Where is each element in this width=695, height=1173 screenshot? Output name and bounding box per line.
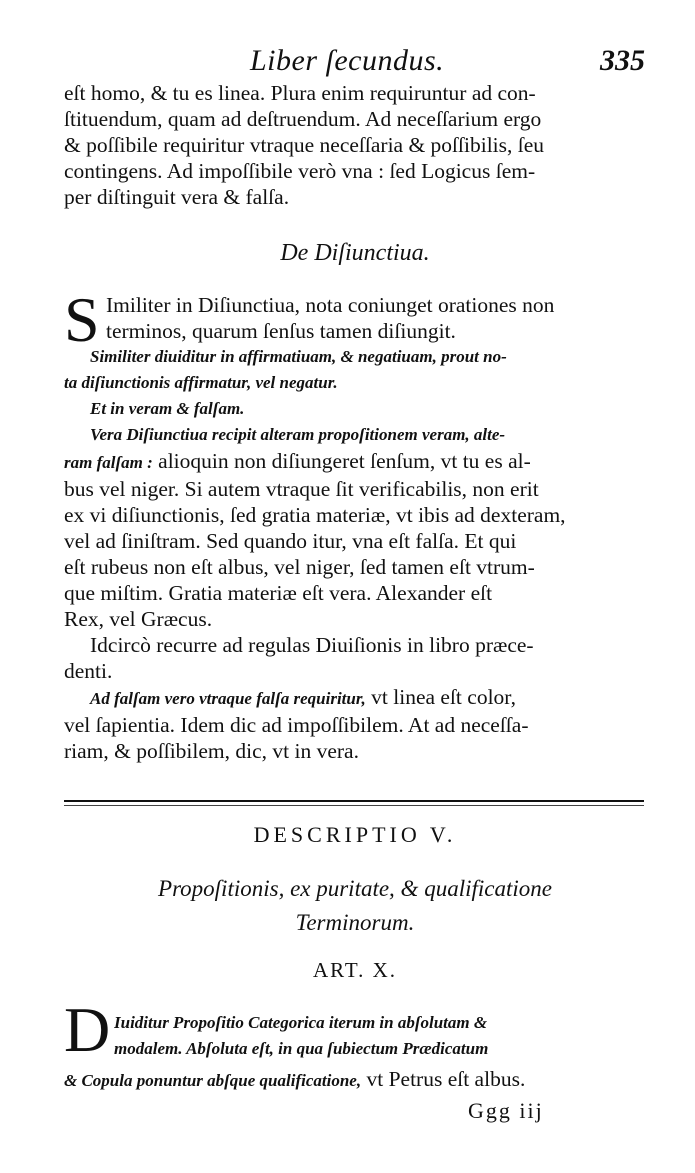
section-rule xyxy=(64,800,644,802)
text-line: ex vi diſiunctionis, ſed gratia materiæ, vt ibis ad dexteram, xyxy=(64,503,566,527)
running-head xyxy=(0,44,695,84)
roman-run: vt linea eſt color, xyxy=(365,685,516,709)
text-line: contingens. Ad impoſſibile verò vna : ſed Logicus ſem- xyxy=(64,159,536,183)
subheading-line: Terminorum. xyxy=(295,910,415,935)
text-line: & poſſibile requiritur vtraque neceſſaria & poſſibilis, ſeu xyxy=(64,133,545,157)
page-number: 335 xyxy=(600,44,645,77)
italic-run: ram falſam : xyxy=(64,453,153,472)
italic-run: & Copula ponuntur abſque qualificatione, xyxy=(64,1071,362,1090)
text-line: per diſtinguit vera & falſa. xyxy=(64,185,290,209)
mixed-line xyxy=(64,448,646,476)
italic-line: Vera Diſiunctiua recipit alteram propoſitionem veram, alte- xyxy=(90,425,506,444)
roman-run: alioquin non diſiungeret ſenſum, vt tu es al- xyxy=(152,449,531,473)
disiunctiva-first-lines xyxy=(106,292,646,344)
text-line: bus vel niger. Si autem vtraque ſit verificabilis, non erit xyxy=(64,477,539,501)
italic-line: Similiter diuiditur in affirmatiuam, & negatiuam, prout no- xyxy=(90,347,507,366)
text-line: riam, & poſſibilem, dic, vt in vera. xyxy=(64,739,359,763)
text-line: Rex, vel Græcus. xyxy=(64,607,213,631)
text-line: ſtituendum, quam ad deſtruendum. Ad neceſſarium ergo xyxy=(64,107,542,131)
running-head-title: Liber ſecundus. xyxy=(250,44,445,77)
drop-cap: S xyxy=(64,284,100,355)
mixed-line xyxy=(64,684,646,712)
top-paragraph xyxy=(64,80,646,210)
section-rule-thin xyxy=(64,805,644,806)
text-line: vel ad ſiniſtram. Sed quando itur, vna eſt falſa. Et qui xyxy=(64,529,517,553)
text-line: vel ſapientia. Idem dic ad impoſſibilem. At ad neceſſa- xyxy=(64,713,529,737)
text-line: eſt homo, & tu es linea. Plura enim requiruntur ad con- xyxy=(64,81,536,105)
article-text-bottom xyxy=(64,1066,646,1094)
text-line: denti. xyxy=(64,659,113,683)
article-heading: ART. X. xyxy=(312,958,398,982)
italic-line: ta diſiunctionis affirmatur, vel negatur. xyxy=(64,373,338,392)
descriptio-heading: DESCRIPTIO V. xyxy=(253,822,457,847)
article-text-top xyxy=(114,1010,646,1062)
text-line: terminos, quarum ſenſus tamen diſiungit. xyxy=(106,319,456,343)
roman-run: vt Petrus eſt albus. xyxy=(361,1067,526,1091)
text-line: que miſtim. Gratia materiæ eſt vera. Alexander eſt xyxy=(64,581,493,605)
text-line: Imiliter in Diſiunctiua, nota coniunget orationes non xyxy=(106,293,555,317)
text-line: Idcircò recurre ad regulas Diuiſionis in libro præce- xyxy=(90,633,534,657)
descriptio-subheading xyxy=(64,872,646,940)
signature-mark: Ggg iij xyxy=(468,1098,544,1123)
italic-line: Et in veram & falſam. xyxy=(90,399,245,418)
disiunctiva-body xyxy=(64,344,646,764)
mixed-line xyxy=(64,1066,646,1094)
italic-line: modalem. Abſoluta eſt, in qua ſubiectum Prædicatum xyxy=(114,1039,489,1058)
subheading-line: Propoſitionis, ex puritate, & qualificatione xyxy=(158,876,552,901)
drop-cap: D xyxy=(64,994,111,1065)
italic-line: Iuiditur Propoſitio Categorica iterum in abſolutam & xyxy=(114,1013,488,1032)
section-heading: De Diſiunctiua. xyxy=(280,240,430,266)
italic-run: Ad falſam vero vtraque falſa requiritur, xyxy=(90,689,366,708)
text-line: eſt rubeus non eſt albus, vel niger, ſed tamen eſt vtrum- xyxy=(64,555,535,579)
